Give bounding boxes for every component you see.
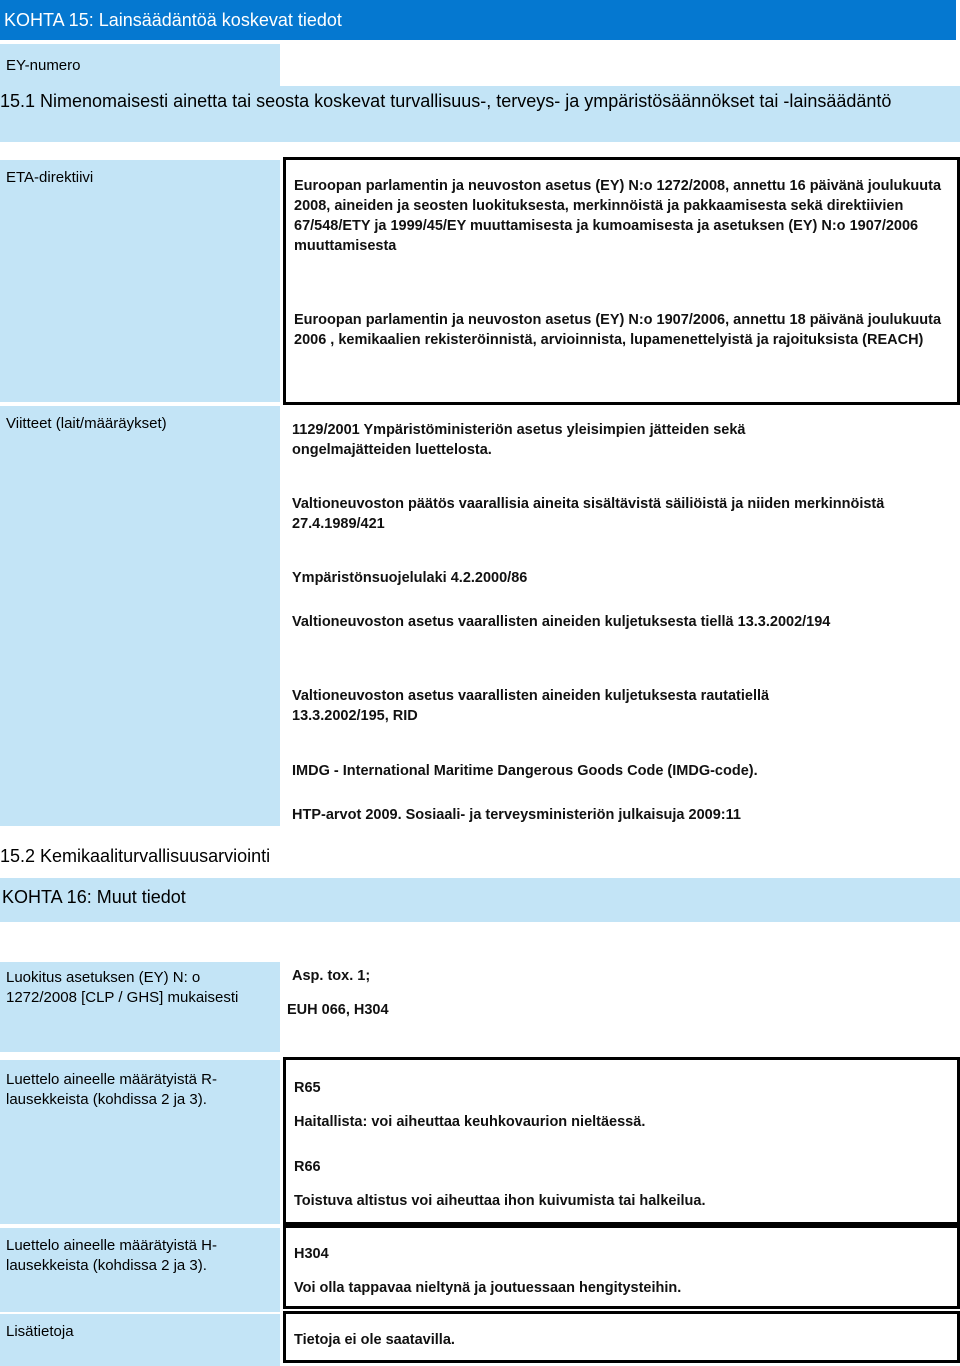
h-phrase-text: Voi olla tappavaa nieltynä ja joutuessaan hengitysteihin.: [294, 1280, 682, 1296]
h-label: Luettelo aineelle määrätyistä H-lausekkeista (kohdissa 2 ja 3).: [6, 1237, 217, 1274]
subsection-15-1: [0, 86, 960, 142]
subsection-15-1-title: 15.1 Nimenomaisesti ainetta tai seosta koskevat turvallisuus-, terveys- ja ympäristösäännökset tai -lainsäädäntö: [0, 91, 892, 111]
extra-value-box: [283, 1311, 960, 1363]
ref-item: Valtioneuvoston päätös vaarallisia aineita sisältävistä säiliöistä ja niiden merkinnöistä 27.4.1989/421: [292, 496, 885, 532]
ref-item: Valtioneuvoston asetus vaarallisten aineiden kuljetuksesta tiellä 13.3.2002/194: [292, 614, 831, 630]
h-value-box: [283, 1225, 960, 1309]
eta-value-box: [283, 157, 960, 405]
clp-value: Asp. tox. 1;: [292, 968, 371, 984]
extra-value: Tietoja ei ole saatavilla.: [294, 1332, 455, 1348]
ref-item: 1129/2001 Ympäristöministeriön asetus yleisimpien jätteiden sekä ongelmajätteiden luettelosta.: [292, 422, 746, 458]
eta-label: ETA-direktiivi: [6, 169, 94, 186]
subsection-15-2: [0, 845, 400, 869]
r-phrase-text: Haitallista: voi aiheuttaa keuhkovaurion nieltäessä.: [294, 1114, 646, 1130]
refs-value-area: [292, 420, 952, 830]
refs-label: Viitteet (lait/määräykset): [6, 415, 167, 432]
eta-value-1: Euroopan parlamentin ja neuvoston asetus (EY) N:o 1272/2008, annettu 16 päivänä joulukuuta 2008, aineiden ja seosten luokituksesta, merkinnöistä ja pakkaamisesta sekä direktiivien 67/548/ETY ja 1999/45/EY muuttamisesta ja kumoamisesta ja asetuksen (EY) N:o 1907/2006 muuttamisesta: [294, 178, 942, 254]
r-phrase-code: R66: [294, 1159, 321, 1175]
refs-label-cell: [0, 406, 280, 826]
ref-item: Ympäristönsuojelulaki 4.2.2000/86: [292, 570, 528, 586]
clp-label: Luokitus asetuksen (EY) N: o 1272/2008 [CLP / GHS] mukaisesti: [6, 969, 239, 1006]
clp-label-cell: [0, 962, 280, 1052]
ref-item: Valtioneuvoston asetus vaarallisten aineiden kuljetuksesta rautatiellä 13.3.2002/195, RID: [292, 688, 770, 724]
eta-value-2: Euroopan parlamentin ja neuvoston asetus (EY) N:o 1907/2006, annettu 18 päivänä joulukuuta 2006 , kemikaalien rekisteröinnistä, arvioinnista, lupamenettelyistä ja rajoituksista (REACH): [294, 312, 942, 348]
section-15-title: KOHTA 15: Lainsäädäntöä koskevat tiedot: [4, 9, 342, 30]
ey-number-label: EY-numero: [6, 57, 81, 74]
eta-label-cell: [0, 160, 280, 402]
h-label-cell: [0, 1228, 280, 1312]
ey-number-label-cell: [0, 44, 280, 86]
r-phrase-text: Toistuva altistus voi aiheuttaa ihon kuivumista tai halkeilua.: [294, 1193, 706, 1209]
clp-value-area: [284, 962, 944, 1052]
extra-label: Lisätietoja: [6, 1323, 74, 1340]
section-16-header: [0, 878, 960, 922]
r-label-cell: [0, 1060, 280, 1224]
subsection-15-2-title: 15.2 Kemikaaliturvallisuusarviointi: [0, 846, 271, 866]
section-16-title: KOHTA 16: Muut tiedot: [2, 887, 186, 907]
r-label: Luettelo aineelle määrätyistä R-lausekkeista (kohdissa 2 ja 3).: [6, 1071, 217, 1108]
clp-value: EUH 066, H304: [287, 1002, 389, 1018]
ref-item: IMDG - International Maritime Dangerous Goods Code (IMDG-code).: [292, 763, 758, 779]
section-15-header: [0, 0, 956, 40]
r-value-box: [283, 1057, 960, 1225]
ref-item: HTP-arvot 2009. Sosiaali- ja terveysministeriön julkaisuja 2009:11: [292, 807, 741, 823]
extra-label-cell: [0, 1314, 280, 1366]
r-phrase-code: R65: [294, 1080, 321, 1096]
h-phrase-code: H304: [294, 1246, 329, 1262]
